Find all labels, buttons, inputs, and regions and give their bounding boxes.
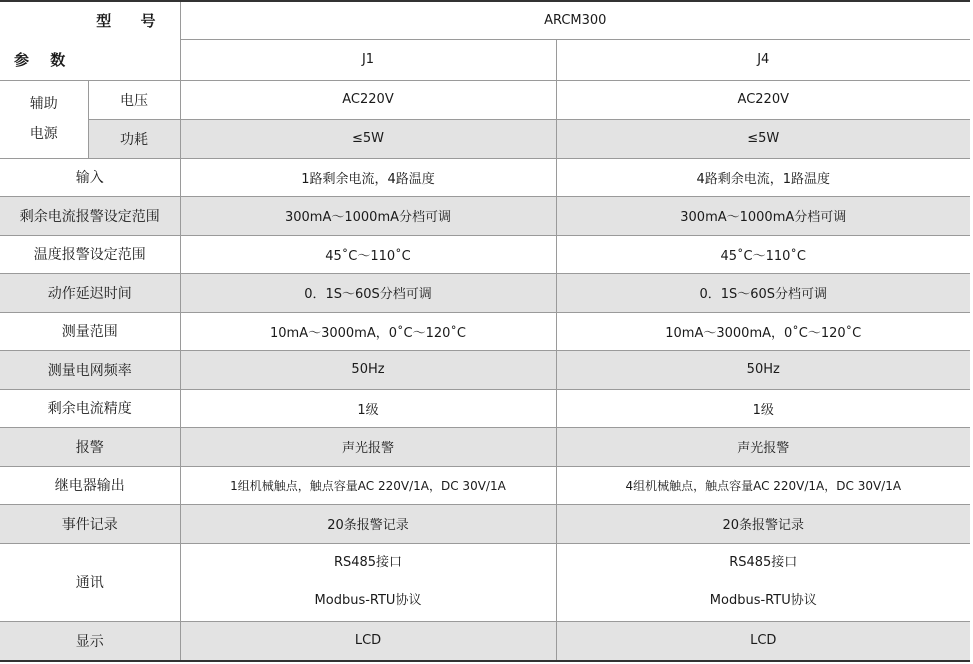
temp-alarm-range-j4: 45˚C～110˚C (556, 235, 970, 273)
row-voltage (0, 80, 970, 119)
temp-alarm-range-j1: 45˚C～110˚C (180, 235, 556, 273)
param-label: 参 数 (14, 50, 74, 69)
alarm-label: 报警 (0, 427, 180, 466)
voltage-j4: AC220V (556, 80, 970, 119)
row-display (0, 621, 970, 661)
input-j4: 4路剩余电流，1路温度 (556, 158, 970, 196)
action-delay-label: 动作延迟时间 (0, 273, 180, 312)
power-j4: ≤5W (556, 119, 970, 158)
aux-power-group-label (0, 80, 88, 158)
measure-range-j1: 10mA～3000mA，0˚C～120˚C (180, 312, 556, 350)
input-label: 输入 (0, 158, 180, 196)
grid-frequency-j4: 50Hz (556, 350, 970, 389)
temp-alarm-range-label: 温度报警设定范围 (0, 235, 180, 273)
alarm-j4: 声光报警 (556, 427, 970, 466)
residual-alarm-range-j4: 300mA～1000mA分档可调 (556, 196, 970, 235)
relay-output-j4: 4组机械触点，触点容量AC 220V/1A，DC 30V/1A (556, 466, 970, 504)
communication-j1-interface: RS485接口 (333, 555, 403, 570)
row-input (0, 158, 970, 196)
row-power (0, 119, 970, 158)
display-j4: LCD (556, 621, 970, 661)
row-measure-range (0, 312, 970, 350)
input-j1: 1路剩余电流，4路温度 (180, 158, 556, 196)
residual-alarm-range-label: 剩余电流报警设定范围 (0, 196, 180, 235)
row-temp-alarm-range (0, 235, 970, 273)
header-diagonal-cell (0, 1, 180, 80)
alarm-j1: 声光报警 (180, 427, 556, 466)
voltage-label: 电压 (88, 80, 180, 119)
communication-j1 (180, 543, 556, 621)
row-grid-frequency (0, 350, 970, 389)
measure-range-label: 测量范围 (0, 312, 180, 350)
grid-frequency-label: 测量电网频率 (0, 350, 180, 389)
row-communication (0, 543, 970, 621)
display-j1: LCD (180, 621, 556, 661)
residual-accuracy-j4: 1级 (556, 389, 970, 427)
row-residual-alarm-range (0, 196, 970, 235)
communication-label: 通讯 (0, 543, 180, 621)
communication-j1-protocol: Modbus-RTU协议 (314, 593, 422, 608)
residual-accuracy-label: 剩余电流精度 (0, 389, 180, 427)
residual-accuracy-j1: 1级 (180, 389, 556, 427)
communication-j4-protocol: Modbus-RTU协议 (709, 593, 817, 608)
row-residual-accuracy (0, 389, 970, 427)
row-action-delay (0, 273, 970, 312)
communication-j4 (556, 543, 970, 621)
header-row-model (0, 1, 970, 39)
row-event-log (0, 504, 970, 543)
action-delay-j1: 0．1S～60S分档可调 (180, 273, 556, 312)
power-j1: ≤5W (180, 119, 556, 158)
variant-j1: J1 (180, 39, 556, 80)
variant-j4: J4 (556, 39, 970, 80)
voltage-j1: AC220V (180, 80, 556, 119)
row-relay-output (0, 466, 970, 504)
action-delay-j4: 0．1S～60S分档可调 (556, 273, 970, 312)
residual-alarm-range-j1: 300mA～1000mA分档可调 (180, 196, 556, 235)
aux-power-line1: 辅助 (29, 96, 58, 112)
model-name: ARCM300 (180, 1, 970, 39)
measure-range-j4: 10mA～3000mA，0˚C～120˚C (556, 312, 970, 350)
event-log-j4: 20条报警记录 (556, 504, 970, 543)
grid-frequency-j1: 50Hz (180, 350, 556, 389)
power-label: 功耗 (88, 119, 180, 158)
relay-output-label: 继电器输出 (0, 466, 180, 504)
event-log-label: 事件记录 (0, 504, 180, 543)
display-label: 显示 (0, 621, 180, 661)
aux-power-line2: 电源 (29, 126, 58, 142)
communication-j4-interface: RS485接口 (729, 555, 798, 570)
event-log-j1: 20条报警记录 (180, 504, 556, 543)
model-label: 型 号 (96, 12, 168, 30)
row-alarm (0, 427, 970, 466)
relay-output-j1: 1组机械触点，触点容量AC 220V/1A，DC 30V/1A (180, 466, 556, 504)
